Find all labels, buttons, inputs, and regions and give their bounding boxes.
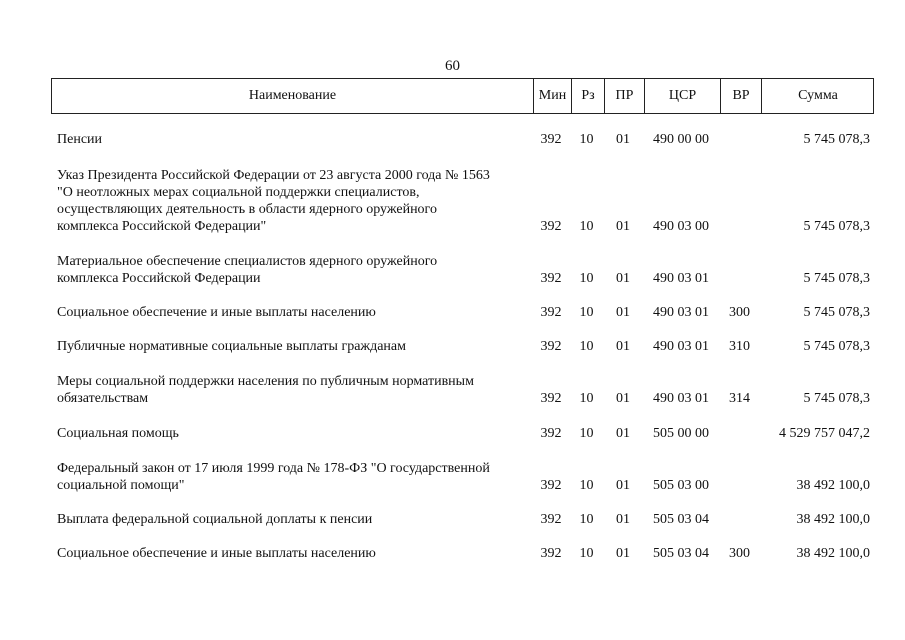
- row-sum: 5 745 078,3: [803, 219, 870, 234]
- row-rz: 10: [579, 546, 594, 561]
- row-name: Меры социальной поддержки населения по публичным нормативным обязательствам: [57, 374, 474, 406]
- row-rz: 10: [579, 426, 594, 441]
- row-name: Социальное обеспечение и иные выплаты населению: [57, 546, 376, 561]
- row-name: Федеральный закон от 17 июля 1999 года № 178-ФЗ "О государственной социальной помощи": [57, 461, 490, 493]
- row-sum: 38 492 100,0: [796, 546, 870, 561]
- table-row: [0, 304, 905, 321]
- row-name: Пенсии: [57, 132, 103, 147]
- table-row: [0, 511, 905, 528]
- row-pr: 01: [616, 271, 630, 286]
- row-csr: 490 03 01: [653, 391, 709, 406]
- row-csr: 490 03 01: [653, 305, 709, 320]
- table-row: [0, 338, 905, 355]
- table-row: [0, 425, 905, 442]
- row-min: 392: [540, 426, 562, 441]
- row-sum: 5 745 078,3: [803, 305, 870, 320]
- row-pr: 01: [616, 305, 630, 320]
- row-pr: 01: [616, 219, 630, 234]
- row-min: 392: [540, 132, 562, 147]
- header-vr: ВР: [720, 79, 761, 113]
- row-name: Указ Президента Российской Федерации от 23 августа 2000 года № 1563 "О неотложных мерах социальной поддержки специалистов, осуществляющих деятельность в области ядерного оружейного комплекса Российской Федерации": [57, 168, 490, 234]
- page-number: 60: [445, 58, 460, 74]
- row-rz: 10: [579, 391, 594, 406]
- row-sum: 5 745 078,3: [803, 132, 870, 147]
- row-min: 392: [540, 546, 562, 561]
- row-sum: 5 745 078,3: [803, 339, 870, 354]
- row-name: Публичные нормативные социальные выплаты гражданам: [57, 339, 406, 354]
- row-rz: 10: [579, 512, 594, 527]
- row-sum: 4 529 757 047,2: [779, 426, 870, 441]
- header-csr: ЦСР: [644, 79, 720, 113]
- header-min: Мин: [533, 79, 571, 113]
- table-row: [0, 131, 905, 148]
- row-min: 392: [540, 339, 562, 354]
- row-csr: 505 03 04: [653, 546, 709, 561]
- row-min: 392: [540, 512, 562, 527]
- row-min: 392: [540, 478, 562, 493]
- table-row: [0, 373, 905, 407]
- row-vr: 310: [729, 339, 750, 354]
- table-row: [0, 545, 905, 562]
- row-sum: 5 745 078,3: [803, 391, 870, 406]
- row-rz: 10: [579, 132, 594, 147]
- row-vr: 314: [729, 391, 750, 406]
- row-min: 392: [540, 305, 562, 320]
- header-pr: ПР: [604, 79, 644, 113]
- row-csr: 505 03 00: [653, 478, 709, 493]
- row-pr: 01: [616, 512, 630, 527]
- row-rz: 10: [579, 305, 594, 320]
- row-rz: 10: [579, 478, 594, 493]
- row-rz: 10: [579, 219, 594, 234]
- row-vr: 300: [729, 546, 750, 561]
- row-pr: 01: [616, 132, 630, 147]
- row-name: Материальное обеспечение специалистов ядерного оружейного комплекса Российской Федерации: [57, 254, 438, 286]
- row-min: 392: [540, 271, 562, 286]
- row-pr: 01: [616, 339, 630, 354]
- row-sum: 5 745 078,3: [803, 271, 870, 286]
- row-name: Социальное обеспечение и иные выплаты населению: [57, 305, 376, 320]
- row-name: Выплата федеральной социальной доплаты к пенсии: [57, 512, 373, 527]
- row-sum: 38 492 100,0: [796, 478, 870, 493]
- row-sum: 38 492 100,0: [796, 512, 870, 527]
- row-min: 392: [540, 391, 562, 406]
- row-vr: 300: [729, 305, 750, 320]
- row-csr: 490 03 01: [653, 271, 709, 286]
- row-pr: 01: [616, 546, 630, 561]
- row-rz: 10: [579, 339, 594, 354]
- table-row: [0, 167, 905, 235]
- row-csr: 490 03 01: [653, 339, 709, 354]
- table-row: [0, 253, 905, 287]
- row-csr: 505 03 04: [653, 512, 709, 527]
- row-csr: 505 00 00: [653, 426, 709, 441]
- table-row: [0, 460, 905, 494]
- header-sum: Сумма: [761, 79, 874, 113]
- row-name: Социальная помощь: [57, 426, 179, 441]
- row-pr: 01: [616, 426, 630, 441]
- header-name: Наименование: [248, 88, 337, 103]
- header-rz: Рз: [571, 79, 604, 113]
- row-csr: 490 00 00: [653, 132, 709, 147]
- row-pr: 01: [616, 391, 630, 406]
- row-pr: 01: [616, 478, 630, 493]
- row-csr: 490 03 00: [653, 219, 709, 234]
- row-min: 392: [540, 219, 562, 234]
- row-rz: 10: [579, 271, 594, 286]
